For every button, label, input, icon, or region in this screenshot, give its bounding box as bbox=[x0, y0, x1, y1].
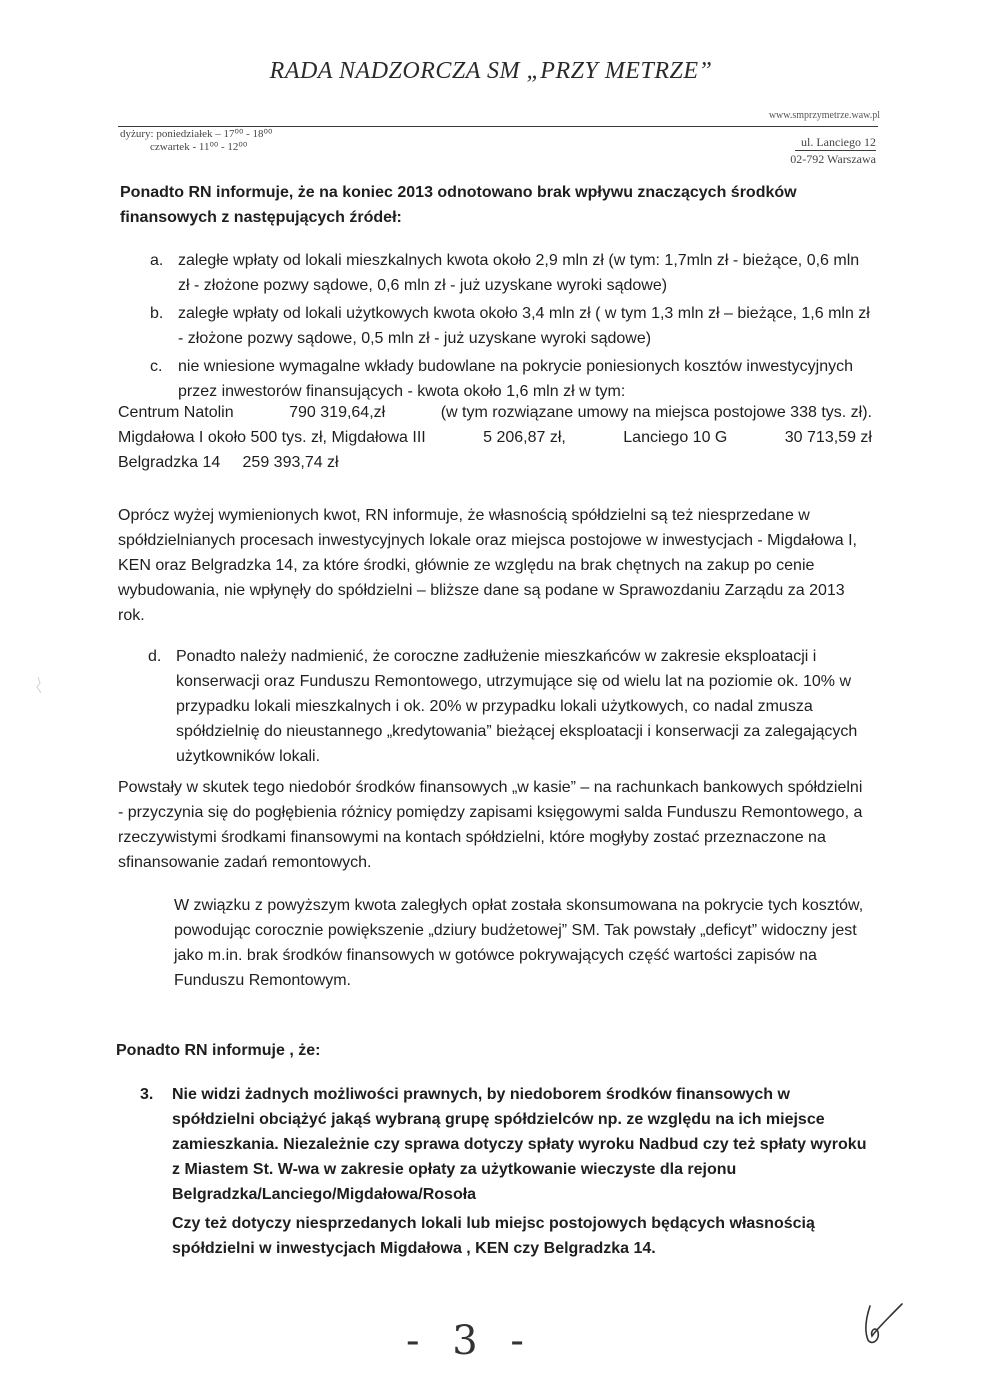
paper-mark bbox=[34, 675, 46, 697]
initials-signature bbox=[852, 1300, 912, 1350]
duty-hours bbox=[120, 128, 272, 154]
list-label: 3. bbox=[140, 1086, 154, 1103]
list-item-3-body bbox=[172, 1082, 872, 1261]
investment-row-natolin bbox=[118, 400, 872, 425]
list-item-d bbox=[148, 644, 872, 769]
list-label: d. bbox=[148, 648, 162, 665]
investment-name: Centrum Natolin bbox=[118, 404, 234, 421]
section-heading: Ponadto RN informuje , że: bbox=[116, 1042, 321, 1059]
list-text: Nie widzi żadnych możliwości prawnych, by niedoborem środków finansowych w spółdzielni obciążyć jakąś wybraną grupę spółdzielców np. ze względu na ich miejsce zamieszkania. Niezależnie czy sprawa dotyczy spłaty wyroku Nadbud czy też spłaty wyroku z Miastem St. W-wa w zakresie opłaty za użytkowanie wieczyste dla rejonu Belgradzka/Lanciego/Migdałowa/Rosoła bbox=[172, 1086, 867, 1203]
list-item-b bbox=[150, 301, 872, 351]
investment-name: Belgradzka 14 bbox=[118, 454, 221, 471]
investment-row-migdalowa bbox=[118, 425, 872, 450]
investment-amount: 259 393,74 zł bbox=[242, 454, 339, 471]
page-number: - 3 - bbox=[406, 1318, 534, 1364]
list-text: nie wniesione wymagalne wkłady budowlane na pokrycie poniesionych kosztów inwestycyjnych przez inwestorów finansujących - kwota około 1,6 mln zł w tym: bbox=[178, 358, 854, 400]
list-item-3 bbox=[140, 1082, 872, 1261]
duty-thursday: czwartek - 11⁰⁰ - 12⁰⁰ bbox=[150, 141, 248, 153]
investment-amount: 5 206,87 zł, bbox=[483, 429, 566, 446]
duty-label: dyżury: bbox=[120, 128, 154, 140]
header-divider bbox=[118, 126, 878, 127]
list-text: Ponadto należy nadmienić, że coroczne zadłużenie mieszkańców w zakresie eksploatacji i konserwacji oraz Funduszu Remontowego, utrzymujące się od wielu lat na poziomie ok. 10% w przypadku lokali mieszkalnych i ok. 20% w przypadku lokali użytkowych, co nadal zmusza spółdzielnię do nieustannego „kredytowania” bieżącej eksploatacji i konserwacji za zalegających użytkowników lokali. bbox=[176, 648, 858, 765]
website-url: www.smprzymetrze.waw.pl bbox=[768, 110, 880, 121]
list-label: c. bbox=[150, 358, 163, 375]
investment-amount: 790 319,64,zł bbox=[289, 404, 386, 421]
list-item-c bbox=[150, 354, 872, 404]
duty-monday: poniedziałek – 17⁰⁰ - 18⁰⁰ bbox=[156, 128, 273, 140]
investment-note: (w tym rozwiązane umowy na miejsca postojowe 338 tys. zł). bbox=[440, 404, 872, 421]
deficit-paragraph: W związku z powyższym kwota zaległych opłat została skonsumowana na pokrycie tych kosztów, powodując corocznie powiększenie „dziury budżetowej” SM. Tak powstały „deficyt” widoczny jest jako m.in. brak środków finansowych w gotówce pokrywających część wartości zapisów na Funduszu Remontowym. bbox=[174, 897, 864, 989]
investment-name: Lanciego 10 G bbox=[623, 429, 728, 446]
investment-amounts bbox=[118, 400, 872, 475]
shortfall-list bbox=[150, 248, 872, 407]
unsold-premises-paragraph: Oprócz wyżej wymienionych kwot, RN informuje, że własnością spółdzielni są też niesprzedane w spółdzielnianych procesach inwestycyjnych lokale oraz miejsca postojowe w inwestycjach - Migdałowa I, KEN oraz Belgradzka 14, za które środki, głównie ze względu na brak chętnych na zakup po cenie wybudowania, nie wpłynęły do spółdzielni – bliższe dane są podane w Sprawozdaniu Zarządu za 2013 rok. bbox=[118, 507, 857, 624]
investment-name: Migdałowa I około 500 tys. zł, Migdałowa III bbox=[118, 429, 426, 446]
list-text: zaległe wpłaty od lokali użytkowych kwota około 3,4 mln zł ( w tym 1,3 mln zł – bieżące, 1,6 mln zł - złożone pozwy sądowe, 0,5 mln zł - już uzyskane wyroki sądowe) bbox=[178, 305, 870, 347]
investment-amount: 30 713,59 zł bbox=[784, 429, 872, 446]
duty-row-1 bbox=[120, 128, 272, 141]
address-street: ul. Lanciego 12 bbox=[795, 134, 876, 151]
intro-paragraph: Ponadto RN informuje, że na koniec 2013 odnotowano brak wpływu znaczących środków finansowych z następujących źródeł: bbox=[120, 184, 797, 226]
list-label: a. bbox=[150, 252, 164, 269]
list-text-continued: Czy też dotyczy niesprzedanych lokali lub miejsc postojowych będących własnością spółdzielni w inwestycjach Migdałowa , KEN czy Belgradzka 14. bbox=[172, 1215, 815, 1257]
organization-title: RADA NADZORCZA SM „PRZY METRZE” bbox=[269, 58, 713, 84]
list-label: b. bbox=[150, 305, 164, 322]
address-block bbox=[790, 134, 876, 167]
list-text: zaległe wpłaty od lokali mieszkalnych kwota około 2,9 mln zł (w tym: 1,7mln zł - bieżące, 0,6 mln zł - złożone pozwy sądowe, 0,6 mln zł - już uzyskane wyroki sądowe) bbox=[178, 252, 860, 294]
shortfall-paragraph: Powstały w skutek tego niedobór środków finansowych „w kasie” – na rachunkach bankowych spółdzielni - przyczynia się do pogłębienia różnicy pomiędzy zapisami księgowymi salda Funduszu Remontowego, a rzeczywistymi środkami finansowymi na kontach spółdzielni, które mogłyby zostać przeznaczone na sfinansowanie zadań remontowych. bbox=[118, 779, 863, 871]
list-item-a bbox=[150, 248, 872, 298]
address-city: 02-792 Warszawa bbox=[790, 152, 876, 166]
investment-row-belgradzka bbox=[118, 450, 872, 475]
